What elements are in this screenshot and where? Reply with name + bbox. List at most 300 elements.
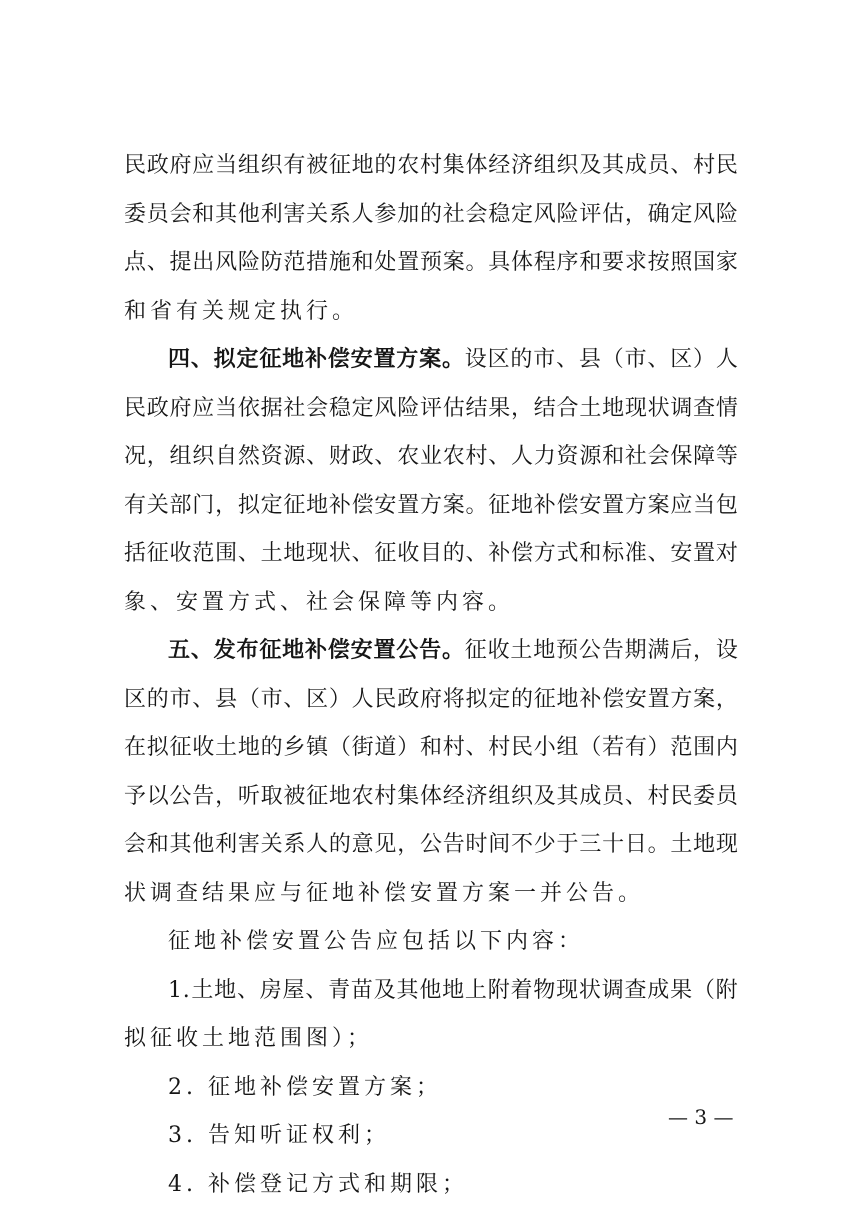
text-char: 状 (328, 541, 351, 566)
text-char: 听 (237, 783, 260, 809)
text-line (124, 1064, 738, 1113)
text-char: 目 (419, 541, 442, 566)
text-char: 据 (260, 395, 283, 421)
text-char: 收 (192, 735, 215, 760)
text-char: 当 (215, 395, 238, 421)
text-char: 征 (169, 735, 192, 760)
text-char: 措 (306, 250, 329, 275)
text-char: 和 (579, 250, 602, 275)
text-char: 三 (579, 832, 602, 857)
text-char: 围 (215, 541, 238, 566)
text-char: 土 (215, 735, 238, 760)
text-char: 市 (624, 347, 647, 372)
text-char: 村 (647, 783, 670, 809)
text-char: 被 (283, 783, 306, 809)
text-char: 、 (465, 541, 488, 566)
text-char: 偿 (602, 686, 625, 712)
text-char: 少 (533, 832, 556, 857)
text-char: 被 (306, 153, 329, 178)
text-char: 取 (260, 783, 283, 809)
text-char: 方 (670, 686, 693, 712)
heading-char: 安 (350, 638, 373, 663)
text-char: 安 (670, 541, 693, 566)
text-char: 民 (124, 395, 147, 421)
text-char: 征 (533, 686, 556, 712)
text-char: 范 (670, 735, 693, 760)
document-body (124, 142, 738, 1209)
text-char: 财 (328, 444, 351, 469)
text-char: 现 (556, 977, 579, 1003)
text-char: 定 (260, 492, 283, 518)
text-char: 成 (647, 977, 670, 1003)
text-char: 当 (693, 492, 716, 518)
text-char: 时 (465, 832, 488, 857)
text-char: 程 (533, 250, 556, 275)
text-char: 部 (169, 492, 192, 518)
text-char: 委 (693, 783, 716, 809)
text-char: 及 (579, 153, 602, 178)
text-char: 农 (351, 783, 374, 809)
text-char: 地 (533, 638, 556, 663)
text-char: 青 (328, 977, 351, 1003)
text-char: 和 (419, 735, 442, 760)
text-char: 苗 (350, 977, 373, 1003)
text-char: 农 (442, 444, 465, 469)
text-char: 业 (419, 444, 442, 469)
text-char: 乡 (283, 735, 306, 760)
text-char: 府 (169, 395, 192, 421)
text-char: 、 (374, 444, 397, 469)
text-char: 调 (670, 395, 693, 421)
text-char: 预 (556, 638, 579, 663)
text-char: 府 (419, 686, 442, 712)
text-char: 土 (579, 395, 602, 421)
heading-char: 公 (396, 638, 419, 663)
text-char: ， (215, 783, 238, 809)
text-char: 期 (624, 638, 647, 663)
text-char: 土 (260, 541, 283, 566)
text-char: 见 (374, 832, 397, 857)
heading-char: 五 (168, 638, 191, 663)
text-char: 结 (465, 395, 488, 421)
text-char: 的 (419, 201, 442, 227)
text-line (124, 773, 738, 822)
text-char: （ (579, 735, 602, 760)
text-char: （ (328, 735, 351, 760)
text-char: 和 (351, 250, 374, 275)
text-char: 征 (146, 541, 169, 566)
text-char: 十 (602, 832, 625, 857)
text-char: 的 (510, 347, 533, 372)
text-char: 等 (715, 444, 738, 469)
text-char: 照 (670, 250, 693, 275)
text-char: 成 (624, 153, 647, 178)
text-char: 、 (283, 686, 306, 712)
text-char: 查 (624, 977, 647, 1003)
text-char: 不 (511, 832, 534, 857)
text-char: 组 (237, 153, 260, 178)
text-char: ） (328, 686, 351, 712)
text-char: 集 (442, 153, 465, 178)
text-char: 农 (397, 153, 420, 178)
text-char: 、 (237, 541, 260, 566)
text-char: 意 (351, 832, 374, 857)
heading-char: 四 (168, 347, 191, 372)
text-char: 害 (237, 832, 260, 857)
text-char: 。 (465, 250, 488, 275)
text-char: 在 (124, 735, 147, 760)
text-char: 当 (215, 153, 238, 178)
line-text: 拟征收土地范围图）； (124, 1026, 374, 1051)
text-char: 风 (693, 201, 716, 227)
text-line (124, 967, 738, 1016)
text-char: 求 (624, 250, 647, 275)
text-char: 、 (351, 541, 374, 566)
text-char: 定 (351, 395, 374, 421)
text-char: 其 (602, 153, 625, 178)
text-char: 体 (419, 783, 442, 809)
heading-char: 发 (213, 638, 236, 663)
text-char: 地 (214, 977, 237, 1003)
text-char: 安 (624, 686, 647, 712)
text-char: 估 (442, 395, 465, 421)
text-char: 设 (715, 638, 738, 663)
text-char: 人 (351, 686, 374, 712)
text-char: 和 (602, 444, 625, 469)
text-char: （ (601, 347, 624, 372)
text-char: 民 (670, 783, 693, 809)
text-line (124, 530, 738, 579)
text-char: 道 (374, 735, 397, 760)
text-char: 地 (306, 492, 329, 518)
text-char: 征 (464, 638, 487, 663)
heading-char: 征 (259, 638, 282, 663)
text-char: 体 (511, 250, 534, 275)
text-char: 应 (192, 395, 215, 421)
text-char: 告 (442, 832, 465, 857)
text-char: 利 (215, 832, 238, 857)
text-line (124, 870, 738, 919)
text-char: 估 (602, 201, 625, 227)
text-char: 告 (601, 638, 624, 663)
text-line (124, 627, 738, 676)
text-char: 状 (578, 977, 601, 1003)
text-char: 征 (374, 541, 397, 566)
line-text: 象、安置方式、社会保障等内容。 (124, 589, 515, 615)
text-char: 予 (124, 783, 147, 809)
text-char: 资 (260, 444, 283, 469)
text-char: ， (693, 638, 716, 663)
text-char: 提 (169, 250, 192, 275)
text-char: 置 (693, 541, 716, 566)
text-char: 后 (670, 638, 693, 663)
text-char: 系 (283, 832, 306, 857)
text-char: 补 (328, 492, 351, 518)
text-char: 其 (396, 977, 419, 1003)
text-char: （ (692, 977, 715, 1003)
text-char: 拟 (146, 735, 169, 760)
text-char: 稳 (488, 201, 511, 227)
text-char: 织 (192, 444, 215, 469)
text-char: 门 (192, 492, 215, 518)
text-char: 附 (487, 977, 510, 1003)
text-char: 政 (397, 686, 420, 712)
text-char: 标 (602, 541, 625, 566)
text-char: 资 (556, 444, 579, 469)
text-char: 着 (510, 977, 533, 1003)
text-char: 区 (306, 686, 329, 712)
text-char: 员 (146, 201, 169, 227)
text-char: 调 (601, 977, 624, 1003)
text-line (124, 1015, 738, 1064)
text-char: 评 (419, 395, 442, 421)
text-char: 民 (511, 735, 534, 760)
text-char: 的 (328, 832, 351, 857)
text-char: 现 (624, 395, 647, 421)
text-char: 应 (670, 492, 693, 518)
text-char: 收 (169, 541, 192, 566)
text-char: 员 (602, 783, 625, 809)
text-char: 织 (511, 783, 534, 809)
heading-char: 地 (282, 347, 305, 372)
text-char: 收 (487, 638, 510, 663)
text-line (124, 336, 738, 385)
text-char: 安 (579, 492, 602, 518)
text-char: ， (624, 201, 647, 227)
text-char: 村 (693, 153, 716, 178)
text-char: 、 (556, 347, 579, 372)
text-char: 、 (306, 444, 329, 469)
heading-char: 安 (350, 347, 373, 372)
heading-char: 偿 (327, 347, 350, 372)
text-char: 市 (533, 347, 556, 372)
text-char: 补 (533, 492, 556, 518)
text-char: 的 (260, 735, 283, 760)
text-char: 会 (169, 201, 192, 227)
text-char: 安 (374, 492, 397, 518)
text-char: 地 (602, 395, 625, 421)
text-char: 自 (215, 444, 238, 469)
text-char: 范 (283, 250, 306, 275)
text-char: 险 (397, 395, 420, 421)
text-char: 偿 (556, 492, 579, 518)
text-char: 地 (328, 783, 351, 809)
line-text: 2. 征地补偿安置方案； (168, 1074, 442, 1100)
text-char: 组 (533, 153, 556, 178)
text-char: 置 (397, 492, 420, 518)
text-char: 经 (442, 783, 465, 809)
text-char: 拟 (465, 686, 488, 712)
text-char: 现 (715, 832, 738, 857)
text-char: 围 (693, 735, 716, 760)
text-char: 偿 (511, 541, 534, 566)
text-char: 其 (215, 201, 238, 227)
text-char: 的 (374, 153, 397, 178)
text-char: 织 (556, 153, 579, 178)
text-char: 点 (124, 250, 147, 275)
text-char: 的 (511, 686, 534, 712)
text-char: 县 (578, 347, 601, 372)
text-char: 对 (715, 541, 738, 566)
text-char: ， (511, 395, 534, 421)
text-char: 日 (624, 832, 647, 857)
text-char: 收 (397, 541, 420, 566)
text-char: 以 (146, 783, 169, 809)
text-line (124, 724, 738, 773)
text-char: 地 (283, 541, 306, 566)
text-char: 、 (465, 735, 488, 760)
text-char: 要 (602, 250, 625, 275)
text-char: 委 (124, 201, 147, 227)
text-char: 地 (511, 492, 534, 518)
text-line (124, 191, 738, 240)
text-char: 附 (715, 977, 738, 1003)
text-char: 会 (647, 444, 670, 469)
text-char: 组 (556, 735, 579, 760)
text-char: 公 (578, 638, 601, 663)
text-char: 处 (374, 250, 397, 275)
text-char: 济 (511, 153, 534, 178)
text-char: 。 (647, 832, 670, 857)
text-char: 会 (124, 832, 147, 857)
page-number: — 3 — (668, 1105, 734, 1129)
text-char: 其 (169, 832, 192, 857)
text-char: 员 (647, 153, 670, 178)
heading-char: 布 (236, 638, 259, 663)
heading-char: 征 (259, 347, 282, 372)
text-char: 村 (465, 444, 488, 469)
heading-char: 告 (419, 638, 442, 663)
text-char: 状 (647, 395, 670, 421)
text-char: 征 (283, 492, 306, 518)
text-char: 满 (647, 638, 670, 663)
text-char: 告 (192, 783, 215, 809)
text-char: 具 (488, 250, 511, 275)
text-char: 方 (419, 492, 442, 518)
text-char: 村 (419, 153, 442, 178)
text-char: 、 (192, 686, 215, 712)
text-char: 险 (237, 250, 260, 275)
text-line (124, 288, 738, 337)
text-char: 关 (306, 201, 329, 227)
heading-char: 。 (441, 638, 464, 663)
text-char: 确 (647, 201, 670, 227)
text-char: 设 (464, 347, 487, 372)
text-char: 源 (579, 444, 602, 469)
heading-char: 偿 (327, 638, 350, 663)
text-char: 。 (465, 492, 488, 518)
text-char: 集 (397, 783, 420, 809)
text-char: 组 (488, 783, 511, 809)
text-char: 征 (488, 492, 511, 518)
text-char: 的 (146, 686, 169, 712)
text-char: ， (715, 686, 738, 712)
heading-char: 方 (396, 347, 419, 372)
text-char: 害 (283, 201, 306, 227)
text-char: 经 (488, 153, 511, 178)
text-char: 定 (670, 201, 693, 227)
text-char: 征 (328, 153, 351, 178)
text-char: 查 (693, 395, 716, 421)
text-char: 区 (124, 686, 147, 712)
text-char: 人 (306, 832, 329, 857)
text-char: 及 (373, 977, 396, 1003)
text-char: 置 (397, 250, 420, 275)
text-char: 会 (465, 201, 488, 227)
text-char: 他 (192, 832, 215, 857)
text-char: 物 (533, 977, 556, 1003)
line-text: 3. 告知听证权利； (168, 1123, 390, 1148)
heading-char: 补 (304, 347, 327, 372)
text-char: 及 (533, 783, 556, 809)
text-char: 定 (511, 201, 534, 227)
text-char: 员 (715, 783, 738, 809)
text-char: 的 (442, 541, 465, 566)
text-char: 、 (488, 444, 511, 469)
text-char: 拟 (237, 492, 260, 518)
heading-char: 拟 (213, 347, 236, 372)
text-char: 他 (237, 201, 260, 227)
text-char: 市 (260, 686, 283, 712)
text-line (124, 239, 738, 288)
text-line (124, 579, 738, 628)
text-char: 区 (487, 347, 510, 372)
heading-char: 定 (236, 347, 259, 372)
text-char: 府 (169, 153, 192, 178)
text-char: 、 (647, 541, 670, 566)
text-char: 土 (510, 638, 533, 663)
text-char: 市 (169, 686, 192, 712)
text-char: 案 (647, 492, 670, 518)
text-char: 有 (624, 735, 647, 760)
text-char: 案 (442, 250, 465, 275)
text-char: 然 (237, 444, 260, 469)
text-char: 、 (647, 347, 670, 372)
text-char: 家 (715, 250, 738, 275)
text-char: 力 (533, 444, 556, 469)
text-char: 公 (169, 783, 192, 809)
text-char: 小 (533, 735, 556, 760)
text-char: 风 (215, 250, 238, 275)
text-char: 、 (236, 977, 259, 1003)
text-char: 社 (283, 395, 306, 421)
text-char: 地 (442, 977, 465, 1003)
text-char: 县 (215, 686, 238, 712)
text-char: 关 (260, 832, 283, 857)
text-char: 人 (715, 347, 738, 372)
text-char: 偿 (351, 492, 374, 518)
text-line (124, 821, 738, 870)
text-char: 他 (419, 977, 442, 1003)
text-char: 公 (419, 832, 442, 857)
text-char: 利 (260, 201, 283, 227)
text-char: ， (146, 444, 169, 469)
text-char: 村 (374, 783, 397, 809)
text-char: 防 (260, 250, 283, 275)
heading-char: 地 (282, 638, 305, 663)
text-char: 成 (579, 783, 602, 809)
text-char: 和 (146, 832, 169, 857)
text-char: 若 (602, 735, 625, 760)
text-char: 会 (306, 395, 329, 421)
text-line (124, 482, 738, 531)
text-char: 体 (465, 153, 488, 178)
text-char: 系 (328, 201, 351, 227)
text-char: 屋 (282, 977, 305, 1003)
text-char: 房 (259, 977, 282, 1003)
text-char: 人 (511, 444, 534, 469)
text-char: 政 (146, 395, 169, 421)
